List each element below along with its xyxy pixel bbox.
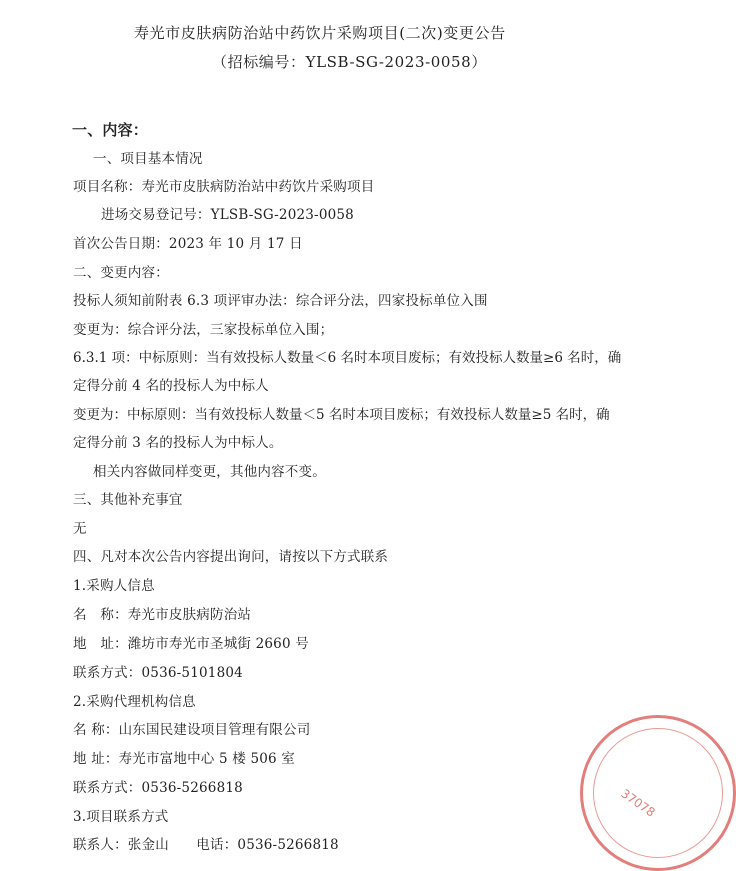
seal-inner-ring [593, 728, 723, 858]
purchaser-address: 地 址：潍坊市寿光市圣城街 2660 号 [73, 636, 309, 652]
basic-info-heading: 一、项目基本情况 [93, 151, 203, 167]
section-content-heading: 一、内容： [72, 121, 149, 139]
agency-heading: 2.采购代理机构信息 [73, 694, 196, 710]
agency-address: 地 址：寿光市富地中心 5 楼 506 室 [73, 751, 296, 767]
change-heading: 二、变更内容： [73, 265, 169, 281]
agency-name: 名 称：山东国民建设项目管理有限公司 [73, 722, 311, 738]
purchaser-phone: 联系方式：0536-5101804 [73, 665, 243, 681]
change-item2-original-line1: 6.3.1 项：中标原则：当有效投标人数量＜6 名时本项目废标；有效投标人数量≥6 名时，确 [73, 350, 622, 366]
company-seal [580, 715, 736, 871]
project-contact-person: 联系人：张金山 电话：0536-5266818 [73, 837, 339, 853]
other-matters-heading: 三、其他补充事宜 [73, 492, 183, 508]
trade-registration-number: 进场交易登记号：YLSB-SG-2023-0058 [101, 207, 354, 223]
change-item2-new-line1: 变更为：中标原则：当有效投标人数量＜5 名时本项目废标；有效投标人数量≥5 名时，确 [73, 407, 610, 423]
project-name: 项目名称：寿光市皮肤病防治站中药饮片采购项目 [73, 179, 375, 195]
tender-number: （招标编号：YLSB-SG-2023-0058） [212, 53, 487, 71]
purchaser-heading: 1.采购人信息 [73, 578, 155, 594]
change-item-original: 投标人须知前附表 6.3 项评审办法：综合评分法，四家投标单位入围 [73, 293, 488, 309]
change-item2-new-line2: 定得分前 3 名的投标人为中标人。 [73, 435, 283, 451]
other-matters-content: 无 [73, 521, 87, 537]
change-item-new: 变更为：综合评分法，三家投标单位入围； [73, 322, 334, 338]
same-change-note: 相关内容做同样变更，其他内容不变。 [93, 464, 326, 480]
project-contact-heading: 3.项目联系方式 [73, 809, 169, 825]
seal-number: 37078 [618, 786, 658, 820]
first-announcement-date: 首次公告日期：2023 年 10 月 17 日 [73, 236, 303, 252]
contact-heading: 四、凡对本次公告内容提出询问，请按以下方式联系 [73, 549, 389, 565]
document-title: 寿光市皮肤病防治站中药饮片采购项目(二次)变更公告 [134, 24, 506, 42]
change-item2-original-line2: 定得分前 4 名的投标人为中标人 [73, 378, 269, 394]
purchaser-name: 名 称：寿光市皮肤病防治站 [73, 607, 252, 623]
agency-phone: 联系方式：0536-5266818 [73, 780, 243, 796]
